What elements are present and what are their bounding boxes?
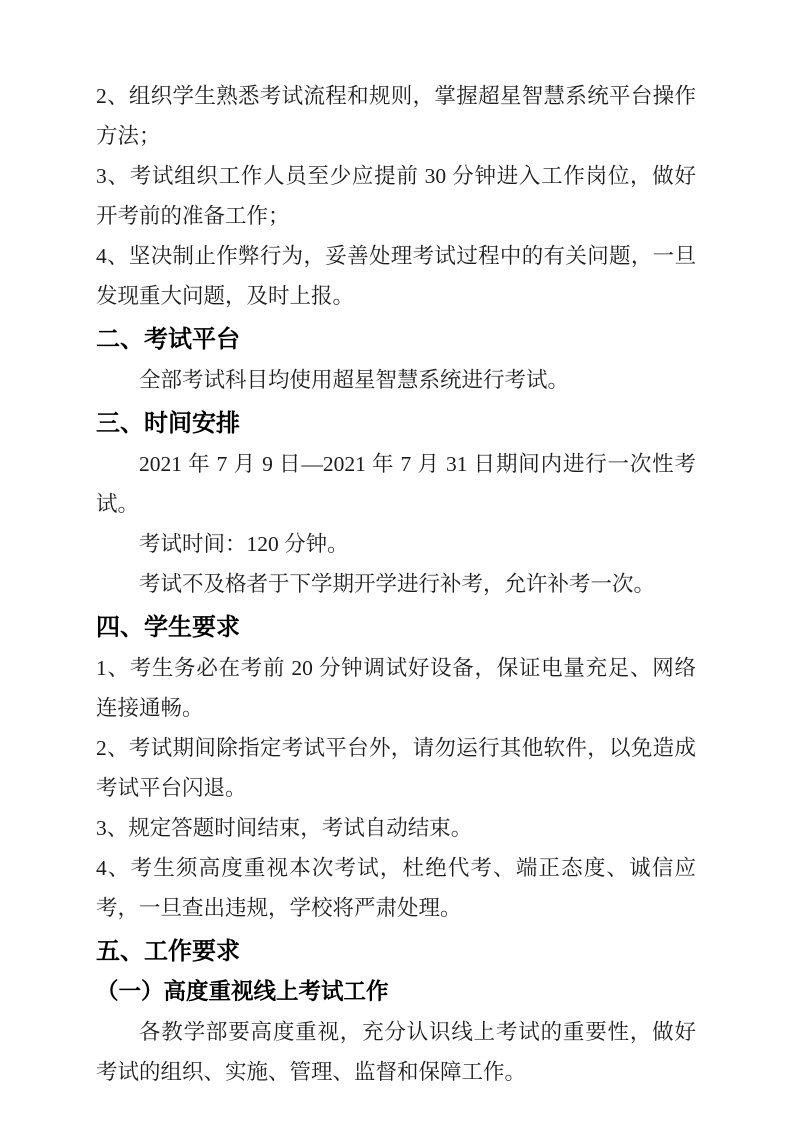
section-heading-work-requirements: 五、工作要求 [96, 938, 240, 965]
list-item-auto-end: 3、规定答题时间结束，考试自动结束。 [96, 816, 473, 840]
list-item-organize-students: 2、组织学生熟悉考试流程和规则，掌握超星智慧系统平台操作方法； [96, 84, 696, 148]
section-heading-student-requirements: 四、学生要求 [96, 614, 240, 641]
paragraph-exam-platform: 全部考试科目均使用超星智慧系统进行考试。 [139, 368, 570, 392]
paragraph-teaching-departments: 各教学部要高度重视，充分认识线上考试的重要性，做好考试的组织、实施、管理、监督和保障工作。 [96, 1020, 696, 1084]
list-item-device-check: 1、考生务必在考前 20 分钟调试好设备，保证电量充足、网络连接通畅。 [96, 656, 696, 720]
paragraph-makeup-exam: 考试不及格者于下学期开学进行补考，允许补考一次。 [139, 572, 656, 596]
list-item-integrity: 4、考生须高度重视本次考试，杜绝代考、端正态度、诚信应考，一旦查出违规，学校将严肃处理。 [96, 856, 696, 920]
subsection-heading-attach-importance: （一）高度重视线上考试工作 [96, 979, 389, 1004]
paragraph-exam-duration: 考试时间：120 分钟。 [139, 532, 349, 556]
paragraph-exam-dates: 2021 年 7 月 9 日—2021 年 7 月 31 日期间内进行一次性考试。 [96, 452, 696, 516]
list-item-no-other-software: 2、考试期间除指定考试平台外，请勿运行其他软件，以免造成考试平台闪退。 [96, 736, 696, 800]
list-item-stop-cheating: 4、坚决制止作弊行为，妥善处理考试过程中的有关问题，一旦发现重大问题，及时上报。 [96, 244, 696, 308]
section-heading-exam-platform: 二、考试平台 [96, 326, 240, 353]
list-item-staff-arrive-early: 3、考试组织工作人员至少应提前 30 分钟进入工作岗位，做好开考前的准备工作； [96, 164, 696, 228]
section-heading-time-schedule: 三、时间安排 [96, 410, 240, 437]
